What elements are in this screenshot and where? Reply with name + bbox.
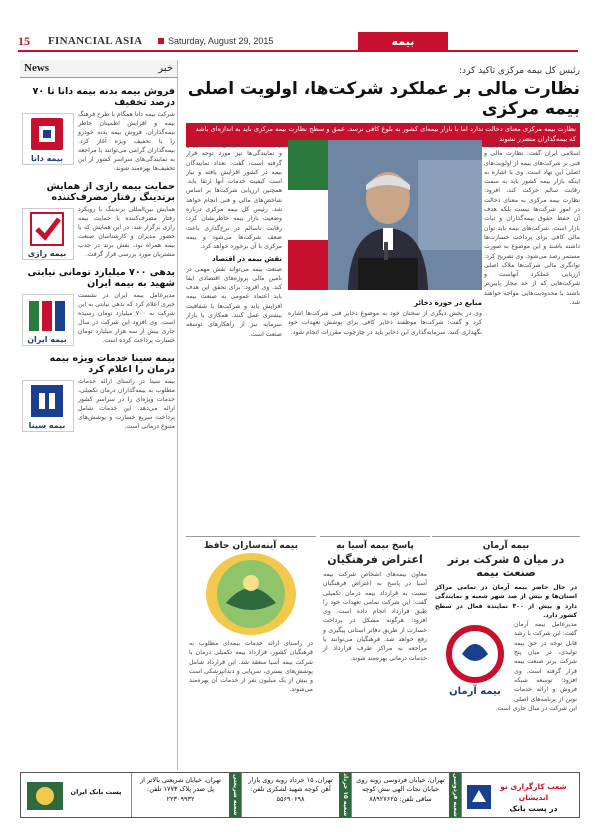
section-lead: در حال حاضر بیمه آرمان در تمامی مراکز استان‌ها و بیش از صد شهر شعبه و نمایندگی دارد و بیش از ۳۰۰ نماینده فعال در سطح کشور دارد. — [435, 584, 577, 619]
news-headline[interactable]: حمایت بیمه رازی از همایش برندینگ رفتار مصرف‌کننده — [46, 180, 175, 203]
brokerage-logo-icon — [466, 784, 492, 810]
article-text: وی با بیان اینکه موضوع شبکه فروش و نمایندگی‌ها نیز مورد توجه قرار گرفته است، گفت: تعداد نمایندگان بیمه در کشور افزایش یافته و نیاز است کیفیت خدمات آنها ارتقا یابد. همچنین ارزیابی شرکت‌ها بر اساس شاخص‌های مالی و فنی انجام خواهد شد. رئیس کل بیمه مرکزی درباره وضعیت بازار بیمه خاطرنشان کرد: رقابت ناسالم در نرخ‌گذاری باعث ضعف شرکت‌ها می‌شود و بیمه مرکزی با آن برخورد خواهد کرد. — [186, 141, 282, 251]
footer-ads — [20, 772, 580, 818]
branch-ad-shariati[interactable] — [131, 773, 241, 817]
section-headline[interactable]: در میان ۵ شرکت برتر صنعت بیمه — [447, 553, 565, 579]
article-headline[interactable]: نظارت مالی بر عملکرد شرکت‌ها، اولویت اصلی بیمه مرکزی — [187, 79, 580, 119]
sina-logo-icon — [22, 381, 73, 432]
svg-text:بیمه ایران: بیمه ایران — [27, 334, 67, 344]
ad-text: پست بانک ایران — [70, 788, 122, 796]
news-item[interactable] — [22, 86, 175, 174]
svg-text:بیمه آرمان: بیمه آرمان — [449, 686, 501, 698]
hafez-emblem — [206, 553, 296, 635]
branch-ad-15khordad[interactable] — [241, 773, 351, 817]
branch-ad-ferdowsi[interactable] — [351, 773, 461, 817]
news-body: شرکت بیمه دانا همگام با طرح فرهنگ بیمه و افزایش اطمینان خاطر بیمه‌گذاران، فروش بیمه بدنه خودرو را با تخفیف ویژه آغاز کرد. بیمه‌گذاران گرامی می‌توانند با مراجعه به نمایندگی‌های سراسر کشور از این تخفیف‌ها بهره‌مند شوند. — [78, 111, 175, 172]
ad-text: تهران، خیابان شریعتی بالاتر از پل صدر پلاک ۱۷۷۳ تلفن: ۲۲۳۰۹۹۳۲ — [139, 776, 222, 803]
svg-text:بیمه دانا: بیمه دانا — [30, 154, 64, 163]
ad-text: تهران، ۱۵ خرداد روبه روی بازار آهن کوچه شهید لشکری تلفن: ۵۵۶۹۰۶۹۸ — [248, 776, 333, 803]
article-subheading: نقش بیمه در اقتصاد — [212, 254, 282, 263]
bottom-article-hafez — [186, 536, 316, 766]
article-subheading: منابع در حوزه دخائر — [413, 299, 482, 307]
ad-text: تهران، خیابان فردوسی روبه روی خیابان نجات الهی نبش کوچه ساقی تلفن: ۸۸۹۲۷۶۲۵ — [356, 776, 445, 803]
branch-tag: شعبه شریعتی — [229, 773, 241, 817]
postbank-ad[interactable] — [21, 773, 131, 817]
news-body: بیمه سینا در راستای ارائه خدمات مطلوب به بیمه‌گذاران درمان تکمیلی، خدمات ویژه‌ای را در سراسر کشور ارائه می‌دهد. این خدمات شامل پرداخت سریع خسارت و پوشش‌های متنوع درمانی است. — [78, 377, 175, 430]
sidebar-title-en: News — [24, 62, 50, 74]
arman-logo-icon — [440, 624, 510, 698]
news-headline[interactable]: بدهی ۷۰۰ میلیارد تومانی نیابتی شهید به بیمه ایران — [27, 266, 175, 289]
dana-logo-icon — [22, 114, 73, 165]
section-kicker: بیمه آرمان — [482, 541, 530, 551]
sina-insurance-logo — [22, 380, 74, 432]
news-sidebar — [20, 60, 178, 770]
section-kicker: بیمه آینه‌سازان حافظ — [204, 541, 298, 551]
sidebar-title-fa: خبر — [158, 63, 173, 74]
news-item[interactable] — [22, 181, 175, 260]
sidebar-header — [20, 60, 177, 78]
news-list — [20, 78, 177, 432]
dana-insurance-logo — [22, 113, 74, 165]
main-article — [186, 60, 580, 530]
section-kicker: پاسخ بیمه آسیا به — [336, 541, 414, 551]
news-headline[interactable]: بیمه سینا خدمات ویژه بیمه درمان را اعلام کرد — [49, 352, 175, 375]
ad-title: شعب کارگزاری نو اندیشان — [500, 782, 567, 802]
news-body: مدیرعامل بیمه ایران در نشست خبری اعلام کرد که بدهی نیابتی به این شرکت به ۷۰۰ میلیارد تومان رسیده است. وی افزود این شرکت در سال جاری بیش از سه هزار میلیارد تومان خسارت پرداخت کرده است. — [78, 291, 175, 344]
branch-tag: شعبه فردوسی — [449, 773, 461, 817]
article-lead: نظارت بیمه مرکزی معنای دخالت ندارد اما با بازار بیمه‌ای کشور به بلوغ کافی نرسد. عمق و سطح نظارت بیمه مرکزی باید به اندازه‌ای باشد که بیمه‌گذاران متضرر نشوند — [186, 123, 580, 147]
page-number: 15 — [18, 34, 30, 48]
razi-logo-icon — [22, 209, 73, 260]
section-body: مدیرعامل بیمه آرمان گفت: این شرکت با رشد قابل توجه در حق بیمه تولیدی، در میان پنج شرکت برتر صنعت بیمه قرار گرفته است. وی افزود: توسعه شبکه فروش و ارائه خدمات نوین از برنامه‌های اصلی این شرکت در سال جاری است. — [495, 621, 577, 712]
article-column-middle-bottom — [288, 296, 482, 526]
iran-insurance-logo — [22, 294, 74, 346]
article-text: صنعت بیمه می‌تواند نقش مهمی در تامین مالی پروژه‌های اقتصادی ایفا کند. وی افزود: برای تحقق این هدف باید اعتماد عمومی به صنعت بیمه افزایش یابد و شرکت‌ها با شفافیت بیشتری عمل کنند. همکاری با بازار سرمایه نیز از راهکارهای توسعه صنعت است. — [186, 265, 282, 338]
branch-tag: شعبه ۱۵ خرداد — [339, 773, 351, 817]
svg-text:بیمه سینا: بیمه سینا — [28, 420, 66, 430]
section-body: در راستای ارائه خدمات بیمه‌ای مطلوب به فرهنگیان کشور، قرارداد بیمه تکمیلی درمان با شرکت بیمه آسیا منعقد شد. این قرارداد شامل پوشش‌های بستری، سرپایی و دندانپزشکی است و بیش از یک میلیون نفر از خدمات آن بهره‌مند می‌شوند. — [189, 640, 313, 694]
date-marker-icon — [158, 38, 164, 44]
razi-insurance-logo — [22, 208, 74, 260]
arman-insurance-logo — [440, 624, 510, 698]
news-body: همایش بین‌المللی برندینگ با رویکرد رفتار مصرف‌کننده با حمایت بیمه رازی برگزار شد. در این همایش که با حضور مدیران و کارشناسان صنعت بیمه همراه بود، نقش برند در جذب مشتریان مورد بررسی قرار گرفت. — [78, 205, 175, 258]
page-header — [18, 32, 578, 52]
news-headline[interactable]: فروش بیمه بدنه بیمه دانا تا ۷۰ درصد تخفیف — [32, 86, 175, 108]
postbank-logo-icon — [25, 780, 65, 812]
section-tab[interactable]: بیمه — [358, 32, 448, 52]
news-item[interactable] — [22, 267, 175, 346]
article-photo — [288, 140, 482, 290]
brokerage-ad[interactable] — [461, 773, 579, 817]
news-item[interactable] — [22, 353, 175, 432]
bottom-article-arman — [432, 536, 580, 766]
iran-logo-icon — [22, 295, 73, 346]
emblem-icon — [206, 553, 296, 635]
article-text: وی در بخش دیگری از سخنان خود به موضوع ذخایر فنی شرکت‌ها اشاره کرد و گفت: شرکت‌ها موظفند ذخایر کافی برای پوشش تعهدات خود نگهداری کنند. سرمایه‌گذاری این ذخایر باید در چارچوب مقررات انجام شود. — [288, 310, 482, 336]
article-column-right: رئیس کل بیمه مرکزی جمهوری اسلامی ایران گفت: نظارت مالی و فنی بر شرکت‌های بیمه از اولویت‌های اصلی این نهاد است. وی با اشاره به اینکه بازار بیمه کشور باید به سمت رقابت سالم حرکت کند، افزود: نظارت بیمه مرکزی به معنای دخالت در امور شرکت‌ها نیست بلکه هدف آن حفظ حقوق بیمه‌گذاران و ثبات بازار است. شرکت‌های بیمه باید توان مالی کافی برای پرداخت خسارت‌ها داشته باشند و این موضوع به صورت مستمر رصد می‌شود. وی تصریح کرد: توانگری مالی شرکت‌ها ملاک اصلی ارزیابی عملکرد آنهاست و شرکت‌هایی که از حد مجاز پایین‌تر باشند با محدودیت‌هایی مواجه خواهند شد. — [484, 141, 580, 307]
section-headline[interactable]: اعتراض فرهنگیان — [327, 553, 423, 566]
speaker-photo-icon — [288, 140, 482, 290]
svg-text:بیمه رازی: بیمه رازی — [27, 248, 67, 258]
section-body: معاون بیمه‌های اشخاص شرکت بیمه آسیا در پاسخ به اعتراض فرهنگیان نسبت به قرارداد بیمه درمان تکمیلی گفت: این شرکت تمامی تعهدات خود را طبق قرارداد انجام داده است. وی افزود: هرگونه مشکل در پرداخت خسارت از طریق دفاتر استانی پیگیری و رفع خواهد شد. فرهنگیان می‌توانند با مراجعه به مراکز طرف قرارداد از خدمات درمانی بهره‌مند شوند. — [323, 571, 427, 662]
bottom-article-asia — [320, 536, 430, 766]
issue-date: Saturday, August 29, 2015 — [168, 36, 274, 46]
article-kicker: رئیس کل بیمه مرکزی تاکید کرد: — [458, 66, 580, 76]
article-column-left — [186, 140, 282, 525]
publication-name: FINANCIAL ASIA — [48, 35, 143, 47]
ad-subtitle: در پست بانک — [509, 803, 558, 813]
